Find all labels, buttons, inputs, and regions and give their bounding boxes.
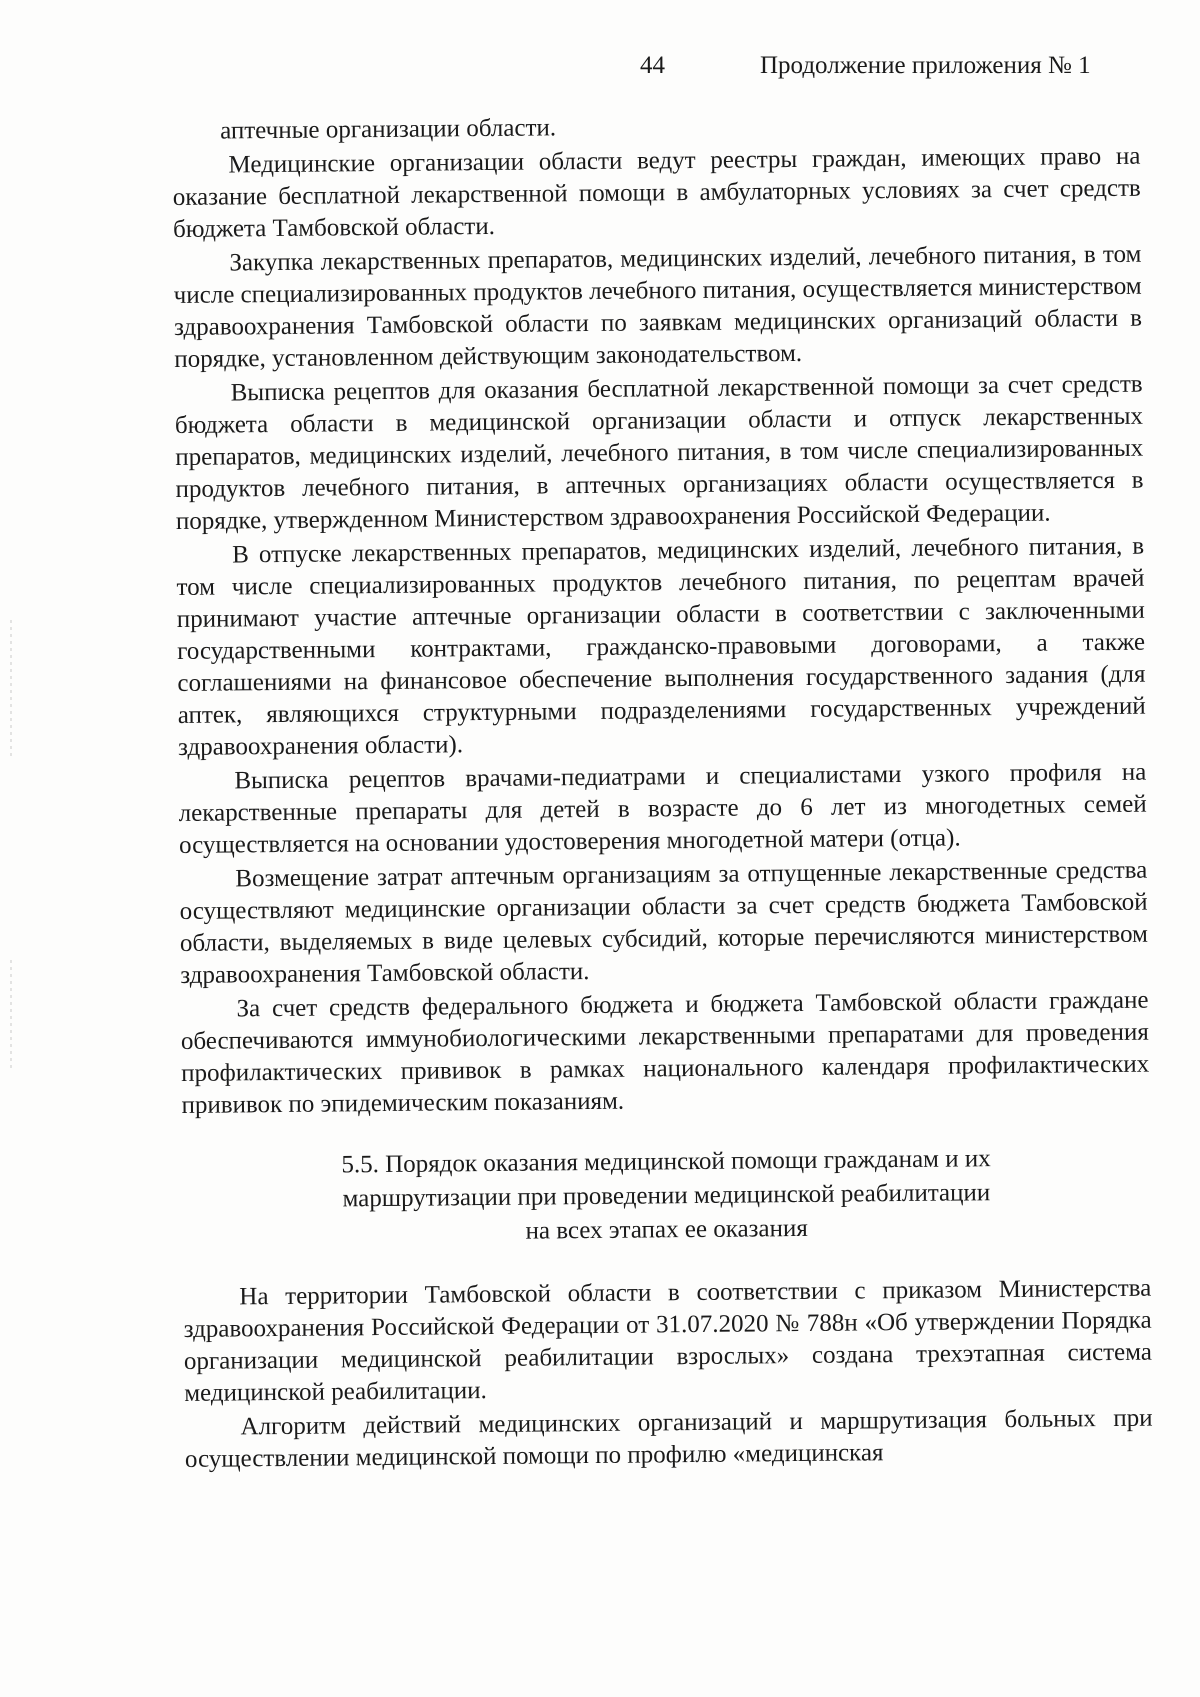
paragraph: Выписка рецептов для оказания бесплатной лекарственной помощи за счет средств бюджета области в медицинской организации области и отпуск лекарственных препаратов, медицинских изделий, лечебного питания, в том числе специализированных продуктов лечебного питания, в аптечных организациях области осуществляется в порядке, утвержденном Министерством здравоохранения Российской Федерации. — [174, 370, 1144, 535]
page-header — [0, 52, 1200, 92]
paragraph: Возмещение затрат аптечным организациям за отпущенные лекарственные средства осуществляют медицинские организации области за счет средств бюджета Тамбовской области, выделяемых в виде целевых субсидий, которые перечисляются министерством здравоохранения Тамбовской области. — [179, 856, 1149, 989]
section-heading-line: на всех этапах ее оказания — [525, 1214, 808, 1245]
paragraph: Закупка лекарственных препаратов, медицинских изделий, лечебного питания, в том числе специализированных продуктов лечебного питания, осуществляется министерством здравоохранения Тамбовской области по заявкам медицинских организаций области в порядке, установленном действующим законодательством. — [173, 240, 1143, 373]
paragraph: Медицинские организации области ведут реестры граждан, имеющих право на оказание бесплатной лекарственной помощи в амбулаторных условиях за счет средств бюджета Тамбовской области. — [172, 142, 1141, 243]
section-paragraph: На территории Тамбовской области в соответствии с приказом Министерства здравоохранения Российской Федерации от 31.07.2020 № 788н «Об утверждении Порядка организации медицинской реабилитации взрослых» создана трехэтапная система медицинской реабилитации. — [183, 1274, 1153, 1407]
paragraph: Выписка рецептов врачами-педиатрами и специалистами узкого профиля на лекарственные препараты для детей в возрасте до 6 лет из многодетных семей осуществляется на основании удостоверения многодетной матери (отца). — [178, 758, 1147, 859]
paragraph-continuation: аптечные организации области. — [220, 114, 557, 145]
paragraph: За счет средств федерального бюджета и бюджета Тамбовской области граждане обеспечиваются иммунобиологическими лекарственными препаратами для проведения профилактических прививок в рамках национального календаря профилактических прививок по эпидемическим показаниям. — [180, 986, 1150, 1119]
paragraph: В отпуске лекарственных препаратов, медицинских изделий, лечебного питания, в том числе специализированных продуктов лечебного питания, по рецептам врачей принимают участие аптечные организации области в соответствии с заключенными государственными контрактами, гражданско-правовыми договорами, а также соглашениями на финансовое обеспечение выполнения государственного задания (для аптек, являющихся структурными подразделениями государственных учреждений здравоохранения области). — [176, 532, 1146, 761]
section-heading — [182, 1141, 1151, 1252]
appendix-label: Продолжение приложения № 1 — [760, 52, 1091, 79]
section-paragraph: Алгоритм действий медицинских организаций и маршрутизация больных при осуществлении медицинской помощи по профилю «медицинская — [184, 1404, 1153, 1473]
section-heading-line: 5.5. Порядок оказания медицинской помощи гражданам и их — [341, 1145, 991, 1179]
scan-edge-mark — [10, 960, 12, 1070]
document-body — [172, 107, 1153, 1478]
section-heading-line: маршрутизации при проведении медицинской реабилитации — [342, 1179, 991, 1213]
page-number: 44 — [640, 52, 665, 79]
scan-edge-mark — [10, 620, 12, 760]
